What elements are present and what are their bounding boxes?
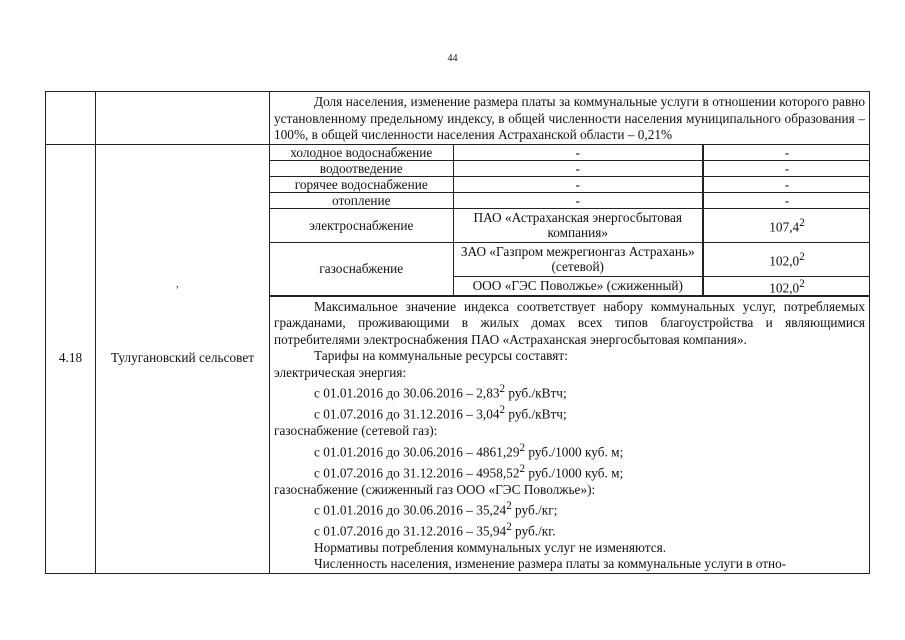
service-row bbox=[270, 145, 870, 161]
service-name: электроснабжение bbox=[270, 208, 453, 242]
table-row-municipality bbox=[46, 144, 870, 573]
tariff-line: с 01.07.2016 до 31.12.2016 – 4958,52$^2$ руб./1000 куб. м; bbox=[314, 462, 624, 481]
service-index bbox=[703, 276, 870, 295]
scan-mark: , bbox=[176, 278, 179, 290]
municipality-name: Тулугановский сельсовет bbox=[110, 350, 255, 366]
service-row bbox=[270, 176, 870, 192]
service-index: - bbox=[703, 145, 870, 161]
intro-paragraph: Доля населения, изменение размера платы за коммунальные услуги в отношении которого равно установленному предельному индексу, в общей численности населения муниципального образования – 100%, в общей численности населения Астраханской области – 0,21% bbox=[274, 94, 865, 142]
municipality-name-cell bbox=[96, 144, 270, 573]
tariff-line: с 01.01.2016 до 30.06.2016 – 35,24$^2$ руб./кг; bbox=[314, 500, 558, 518]
index-value: 102,0 bbox=[769, 279, 800, 295]
page-number: 44 bbox=[447, 53, 458, 64]
service-name: отопление bbox=[270, 192, 453, 208]
service-index: - bbox=[703, 192, 870, 208]
content-cell bbox=[270, 144, 870, 573]
service-name: газоснабжение bbox=[270, 242, 453, 295]
intro-cell bbox=[270, 92, 870, 145]
service-row bbox=[270, 208, 870, 242]
service-index bbox=[703, 208, 870, 242]
service-provider: - bbox=[453, 160, 703, 176]
service-row bbox=[270, 160, 870, 176]
index-value: 107,4 bbox=[769, 219, 800, 235]
service-row bbox=[270, 242, 870, 276]
services-table bbox=[270, 145, 870, 296]
service-name: горячее водоснабжение bbox=[270, 176, 453, 192]
service-index bbox=[703, 242, 870, 276]
service-provider: - bbox=[453, 176, 703, 192]
population-paragraph: Численность населения, изменение размера платы за коммунальные услуги в отно- bbox=[314, 556, 787, 572]
table-row-intro bbox=[46, 92, 870, 145]
tariff-line: с 01.07.2016 до 31.12.2016 – 3,04$^2$ руб./кВтч; bbox=[314, 404, 567, 422]
gas-network-label: газоснабжение (сетевой газ): bbox=[274, 423, 438, 439]
service-row bbox=[270, 192, 870, 208]
service-index: - bbox=[703, 160, 870, 176]
tariff-line: с 01.01.2016 до 30.06.2016 – 2,83$^2$ руб./кВтч; bbox=[314, 383, 567, 401]
body-text bbox=[270, 296, 869, 573]
index-value: 102,0 bbox=[769, 253, 800, 269]
tariff-line: с 01.07.2016 до 31.12.2016 – 35,94$^2$ руб./кг. bbox=[314, 521, 556, 539]
service-provider: - bbox=[453, 145, 703, 161]
municipal-index-table bbox=[45, 91, 870, 574]
service-provider: ПАО «Астраханская энергосбытовая компания» bbox=[453, 208, 703, 242]
footnote-mark: 2 bbox=[799, 250, 805, 263]
service-provider: - bbox=[453, 192, 703, 208]
footnote-mark: 2 bbox=[799, 216, 805, 229]
service-index: - bbox=[703, 176, 870, 192]
norms-paragraph: Нормативы потребления коммунальных услуг не изменяются. bbox=[314, 539, 667, 555]
tariff-line: с 01.01.2016 до 30.06.2016 – 4861,29$^2$ руб./1000 куб. м; bbox=[314, 441, 624, 460]
row-number: 4.18 bbox=[46, 144, 96, 573]
service-provider: ООО «ГЭС Поволжье» (сжиженный) bbox=[453, 276, 703, 295]
footnote-mark: 2 bbox=[799, 277, 805, 290]
empty-cell bbox=[46, 92, 96, 145]
empty-cell bbox=[96, 92, 270, 145]
tariffs-intro: Тарифы на коммунальные ресурсы составят: bbox=[314, 348, 568, 364]
service-name: холодное водоснабжение bbox=[270, 145, 453, 161]
max-index-paragraph: Максимальное значение индекса соответствует набору коммунальных услуг, потребляемых гражданами, проживающими в жилых домах всех типов благоустройства и являющимися потребителями электроснабжения ПАО «Астраханская энергосбытовая компания». bbox=[274, 298, 865, 347]
electric-label: электрическая энергия: bbox=[274, 364, 407, 380]
service-name: водоотведение bbox=[270, 160, 453, 176]
service-provider: ЗАО «Газпром межрегионгаз Астрахань» (сетевой) bbox=[453, 242, 703, 276]
gas-liquefied-label: газоснабжение (сжиженный газ ООО «ГЭС Поволжье»): bbox=[274, 481, 596, 497]
